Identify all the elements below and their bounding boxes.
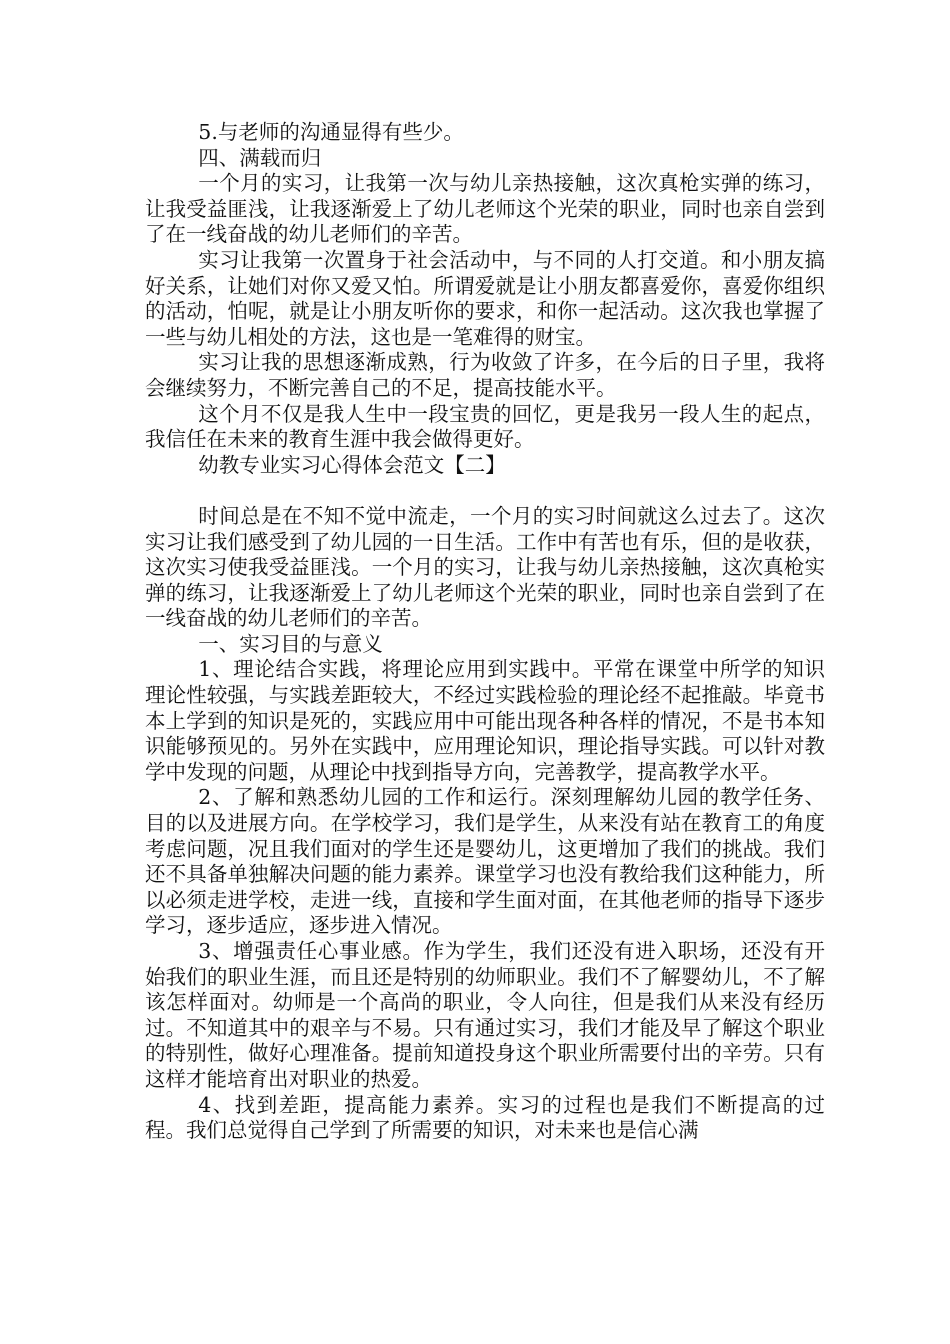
paragraph-find-gap: 4、找到差距，提高能力素养。实习的过程也是我们不断提高的过程。我们总觉得自己学到了所需要的知识，对未来也是信心满 (145, 1092, 825, 1143)
paragraph-time-passes: 时间总是在不知不觉中流走，一个月的实习时间就这么过去了。这次实习让我们感受到了幼儿园的一日生活。工作中有苦也有乐，但的是收获，这次实习使我受益匪浅。一个月的实习，让我与幼儿亲热接触，这次真枪实弹的练习，让我逐渐爱上了幼儿老师这个光荣的职业，同时也亲自尝到了在一线奋战的幼儿老师们的辛苦。 (145, 503, 825, 631)
section-heading-purpose: 一、实习目的与意义 (198, 631, 383, 656)
essay-title-two: 幼教专业实习心得体会范文【二】 (198, 452, 506, 477)
paragraph-kindergarten-operation: 2、了解和熟悉幼儿园的工作和运行。深刻理解幼儿园的教学任务、目的以及进展方向。在学校学习，我们是学生，从来没有站在教育工的角度考虑问题，况且我们面对的学生还是婴幼儿，这更增加了我们的挑战。我们还不具备单独解决问题的能力素养。课堂学习也没有教给我们这种能力，所以必须走进学校，走进一线，直接和学生面对面，在其他老师的指导下逐步学习，逐步适应，逐步进入情况。 (145, 785, 825, 938)
document-page (145, 120, 825, 1144)
paragraph-responsibility: 3、增强责任心事业感。作为学生，我们还没有进入职场，还没有开始我们的职业生涯，而且还是特别的幼师职业。我们不了解婴幼儿，不了解该怎样面对。幼师是一个高尚的职业，令人向往，但是我们从来没有经历过。不知道其中的艰辛与不易。只有通过实习，我们才能及早了解这个职业的特别性，做好心理准备。提前知道投身这个职业所需要付出的辛劳。只有这样才能培育出对职业的热爱。 (145, 939, 825, 1091)
section-heading-return: 四、满载而归 (198, 145, 322, 170)
paragraph-theory-practice: 1、理论结合实践，将理论应用到实践中。平常在课堂中所学的知识理论性较强，与实践差距较大，不经过实践检验的理论经不起推敲。毕竟书本上学到的知识是死的，实践应用中可能出现各种各样的情况，不是书本知识能够预见的。另外在实践中，应用理论知识，理论指导实践。可以针对教学中发现的问题，从理论中找到指导方向，完善教学，提高教学水平。 (145, 657, 825, 784)
paragraph-memory: 这个月不仅是我人生中一段宝贵的回忆，更是我另一段人生的起点，我信任在未来的教育生涯中我会做得更好。 (145, 401, 825, 452)
paragraph-mature-thinking: 实习让我的思想逐渐成熟，行为收敛了许多，在今后的日子里，我将会继续努力，不断完善自己的不足，提高技能水平。 (145, 350, 825, 400)
paragraph-social-activity: 实习让我第一次置身于社会活动中，与不同的人打交道。和小朋友搞好关系，让她们对你又爱又怕。所谓爱就是让小朋友都喜爱你，喜爱你组织的活动，怕呢，就是让小朋友听你的要求，和你一起活动。这次我也掌握了一些与幼儿相处的方法，这也是一笔难得的财宝。 (145, 247, 825, 349)
blank-line (145, 478, 825, 504)
list-item-5: 5.与老师的沟通显得有些少。 (198, 120, 464, 144)
paragraph-internship-month: 一个月的实习，让我第一次与幼儿亲热接触，这次真枪实弹的练习，让我受益匪浅，让我逐渐爱上了幼儿老师这个光荣的职业，同时也亲自尝到了在一线奋战的幼儿老师们的辛苦。 (145, 171, 825, 247)
